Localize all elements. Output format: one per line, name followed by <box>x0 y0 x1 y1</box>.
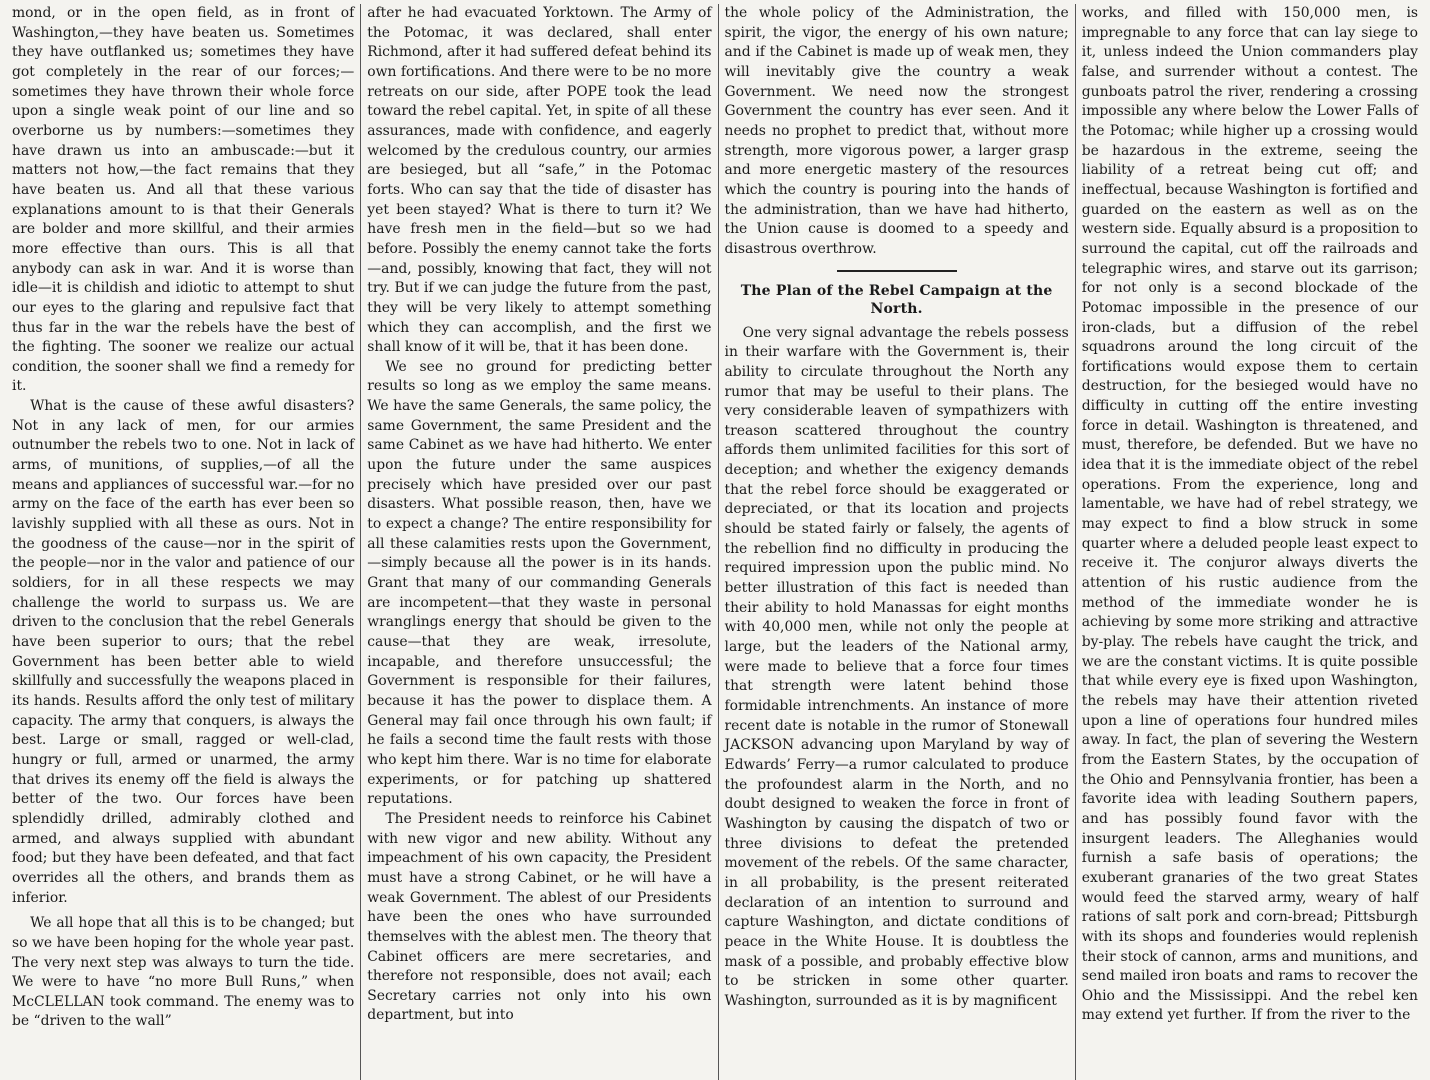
paragraph: mond, or in the open field, as in front of Washington,—they have beaten us. Sometimes they have outflanked us; sometimes they have got completely in the rear of our forces;—sometimes they have thrown their whole force upon a single weak point of our line and so overborne us by numbers:—sometimes they have drawn us into an ambuscade:—but it matters not how,—the fact remains that they have beaten us. And all that these various explanations amount to is that their Generals are bolder and more skillful, and their armies more effective than ours. This is all that anybody can ask in war. And it is worse than idle—it is childish and idiotic to attempt to shut our eyes to the glaring and repulsive fact that thus far in the war the rebels have the best of the fighting. The sooner we realize our actual condition, the sooner shall we find a remedy for it. <box>12 5 355 395</box>
paragraph: the whole policy of the Administration, the spirit, the vigor, the energy of his own nature; and if the Cabinet is made up of weak men, they will inevitably give the country a weak Government. We need now the strongest Government the country has ever seen. And it needs no prophet to predict that, without more strength, more vigorous power, a larger grasp and more energetic mastery of the resources which the country is pouring into the hands of the administration, than we have had hitherto, the Union cause is doomed to a speedy and disastrous overthrow. <box>724 5 1069 257</box>
paragraph: We all hope that all this is to be changed; but so we have been hoping for the whole year past. The very next step was always to turn the tide. We were to have “no more Bull Runs,” when McCLELLAN took command. The enemy was to be “driven to the wall” <box>12 915 355 1030</box>
section-divider <box>837 270 957 272</box>
paragraph: What is the cause of these awful disasters? Not in any lack of men, for our armies outnumber the rebels two to one. Not in lack of arms, of munitions, of supplies,—of all the means and appliances of successful war.—for no army on the face of the earth has ever been so lavishly supplied with all these as ours. Not in the goodness of the cause—nor in the spirit of the people—nor in the valor and patience of our soldiers, for in all these respects we may challenge the world to surpass us. We are driven to the conclusion that the rebel Generals have been superior to ours; that the rebel Government has been better able to wield skillfully and successfully the weapons placed in its hands. Results afford the only test of military capacity. The army that conquers, is always the best. Large or small, ragged or well-clad, hungry or full, armed or unarmed, the army that drives its enemy off the field is always the better of the two. Our forces have been splendidly drilled, admirably clothed and armed, and always supplied with abundant food; but they have been defeated, and that fact overrides all the others, and brands them as inferior. <box>12 398 355 906</box>
column-1 <box>6 4 360 1080</box>
paragraph: We see no ground for predicting better results so long as we employ the same means. We have the same Generals, the same policy, the same Government, the same President and the same Cabinet as we have had hitherto. We enter upon the future under the same auspices precisely which have presided over our past disasters. What possible reason, then, have we to expect a change? The entire responsibility for all these calamities rests upon the Government,—simply because all the power is in its hands. Grant that many of our commanding Generals are incompetent—that they waste in personal wranglings energy that should be given to the cause—that they are weak, irresolute, incapable, and therefore unsuccessful; the Government is responsible for their failures, because it has the power to displace them. A General may fail once through his own fault; if he fails a second time the fault rests with those who kept him there. War is no time for elaborate experiments, or for patching up shattered reputations. <box>367 358 712 808</box>
paragraph: works, and filled with 150,000 men, is impregnable to any force that can lay siege to it, unless indeed the Union commanders play false, and surrender without a contest. The gunboats patrol the river, rendering a crossing impossible any where below the Lower Falls of the Potomac; while higher up a crossing would be hazardous in the extreme, seeing the liability of a retreat being cut off; and ineffectual, because Washington is fortified and guarded on the eastern as well as on the western side. Equally absurd is a proposition to surround the capital, cut off the railroads and telegraphic wires, and starve out its garrison; for not only is a second blockade of the Potomac impossible in the presence of our iron-clads, but a diffusion of the rebel squadrons around the long circuit of the fortifications would expose them to certain destruction, for the besieged would have no difficulty in cutting off the entire investing force in detail. Washington is threatened, and must, therefore, be defended. But we have no idea that it is the immediate object of the rebel operations. From the experience, long and lamentable, we have had of rebel strategy, we may expect to find a blow struck in some quarter where a deluded people least expect to receive it. The conjuror always diverts the attention of his rustic audience from the method of the immediate wonder he is achieving by some more striking and attractive by-play. The rebels have caught the trick, and we are the constant victims. It is quite possible that while every eye is fixed upon Washington, the rebels may have their attention riveted upon a line of operations four hundred miles away. In fact, the plan of severing the Western from the Eastern States, by the occupation of the Ohio and Pennsylvania frontier, has been a favorite idea with leading Southern papers, and has possibly found favor with the insurgent leaders. The Alleghanies would furnish a safe basis of operations; the exuberant granaries of the two great States would feed the starved army, weary of half rations of salt pork and corn-bread; Pittsburgh with its shops and founderies would replenish their stock of cannon, arms and munitions, and send mailed iron boats and rams to recover the Ohio and the Mississippi. And the rebel ken may extend yet further. If from the river to the <box>1081 5 1419 1024</box>
column-2 <box>361 4 717 1080</box>
paragraph: after he had evacuated Yorktown. The Army of the Potomac, it was declared, shall enter Richmond, after it had suffered defeat behind its own fortifications. And there were to be no more retreats on our side, after POPE took the lead toward the rebel capital. Yet, in spite of all these assurances, made with confidence, and eagerly welcomed by the credulous country, our armies are besieged, but all “safe,” in the Potomac forts. Who can say that the tide of disaster has yet been stayed? What is there to turn it? We have fresh men in the field—but so we had before. Possibly the enemy cannot take the forts—and, possibly, knowing that fact, they will not try. But if we can judge the future from the past, they will be very likely to attempt something which they can accomplish, and the first we shall know of it will be, that it has been done. <box>367 5 712 356</box>
article-headline: The Plan of the Rebel Campaign at the North. <box>740 282 1053 317</box>
paragraph: One very signal advantage the rebels possess in their warfare with the Government is, their ability to circulate throughout the North any rumor that may be useful to their plans. The very considerable leaven of sympathizers with treason scattered throughout the country affords them unlimited facilities for this sort of deception; and whether the exigency demands that the rebel force should be exaggerated or depreciated, or that its location and projects should be stated fairly or falsely, the agents of the rebellion find no difficulty in producing the required impression upon the public mind. No better illustration of this fact is needed than their ability to hold Manassas for eight months with 40,000 men, while not only the people at large, but the leaders of the National army, were made to believe that a force four times that strength were latent behind those formidable intrenchments. An instance of more recent date is notable in the rumor of Stonewall JACKSON advancing upon Maryland by way of Edwards’ Ferry—a rumor calculated to produce the profoundest alarm in the North, and no doubt designed to weaken the force in front of Washington by causing the dispatch of two or three divisions to defeat the pretended movement of the rebels. Of the same character, in all probability, is the present reiterated declaration of an intention to surround and capture Washington, and dictate conditions of peace in the White House. It is doubtless the mask of a possible, and probably effective blow to be stricken in some other quarter. Washington, surrounded as it is by magnificent <box>724 324 1069 1009</box>
paragraph: The President needs to reinforce his Cabinet with new vigor and new ability. Without any impeachment of his own capacity, the President must have a strong Cabinet, or he will have a weak Government. The ablest of our Presidents have been the ones who have surrounded themselves with the ablest men. The theory that Cabinet officers are mere secretaries, and therefore not responsible, does not avail; each Secretary carries not only into his own department, but into <box>367 810 712 1024</box>
column-4 <box>1076 4 1424 1080</box>
column-3 <box>719 4 1075 1080</box>
